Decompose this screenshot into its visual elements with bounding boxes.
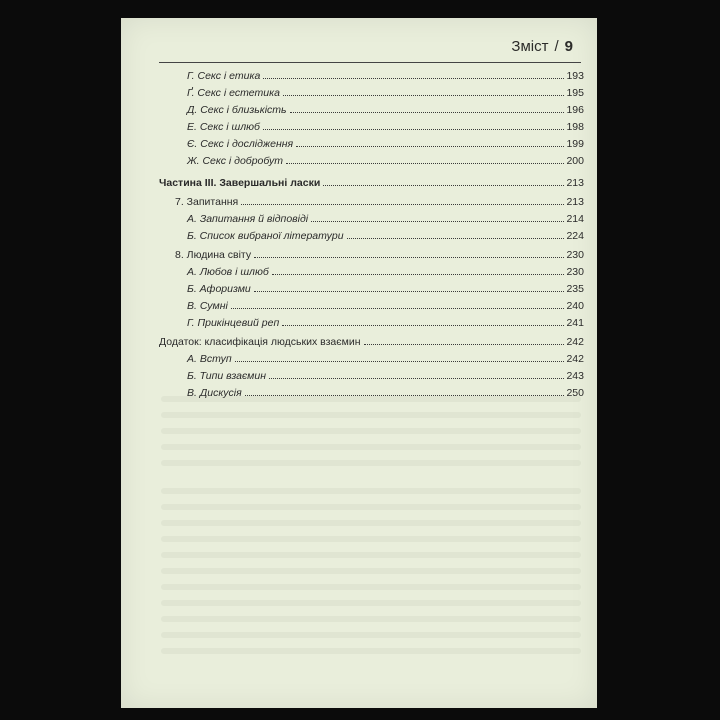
page-number: 9 — [564, 38, 573, 55]
toc-entry: А. Любов і шлюб 230 — [187, 266, 584, 278]
toc-entry: Ґ. Секс і естетика 195 — [187, 87, 584, 99]
toc-part-heading: Частина ІІІ. Завершальні ласки 213 — [159, 177, 584, 189]
toc-entry: Б. Типи взаємин 243 — [187, 370, 584, 382]
section-title: Зміст — [511, 38, 549, 55]
toc-entry: А. Запитання й відповіді 214 — [187, 213, 584, 225]
toc-entry: Г. Секс і етика 193 — [187, 70, 584, 82]
toc-entry: А. Вступ 242 — [187, 353, 584, 365]
toc-entry: Г. Прикінцевий реп 241 — [187, 317, 584, 329]
toc-entry: Є. Секс і дослідження 199 — [187, 138, 584, 150]
header-separator: / — [554, 38, 559, 55]
toc-entry: В. Сумні 240 — [187, 300, 584, 312]
toc-entry: Б. Афоризми 235 — [187, 283, 584, 295]
toc-entry: В. Дискусія 250 — [187, 387, 584, 399]
toc-chapter: 8. Людина світу 230 — [175, 249, 584, 261]
toc-entry: Д. Секс і близькість 196 — [187, 104, 584, 116]
book-page — [121, 18, 597, 708]
toc-appendix: Додаток: класифікація людських взаємин 242 — [159, 336, 584, 348]
toc-chapter: 7. Запитання 213 — [175, 196, 584, 208]
header-rule — [159, 62, 581, 63]
toc-entry: Е. Секс і шлюб 198 — [187, 121, 584, 133]
toc-entry: Ж. Секс і добробут 200 — [187, 155, 584, 167]
toc-entry: Б. Список вибраної літератури 224 — [187, 230, 584, 242]
running-header — [511, 38, 573, 55]
